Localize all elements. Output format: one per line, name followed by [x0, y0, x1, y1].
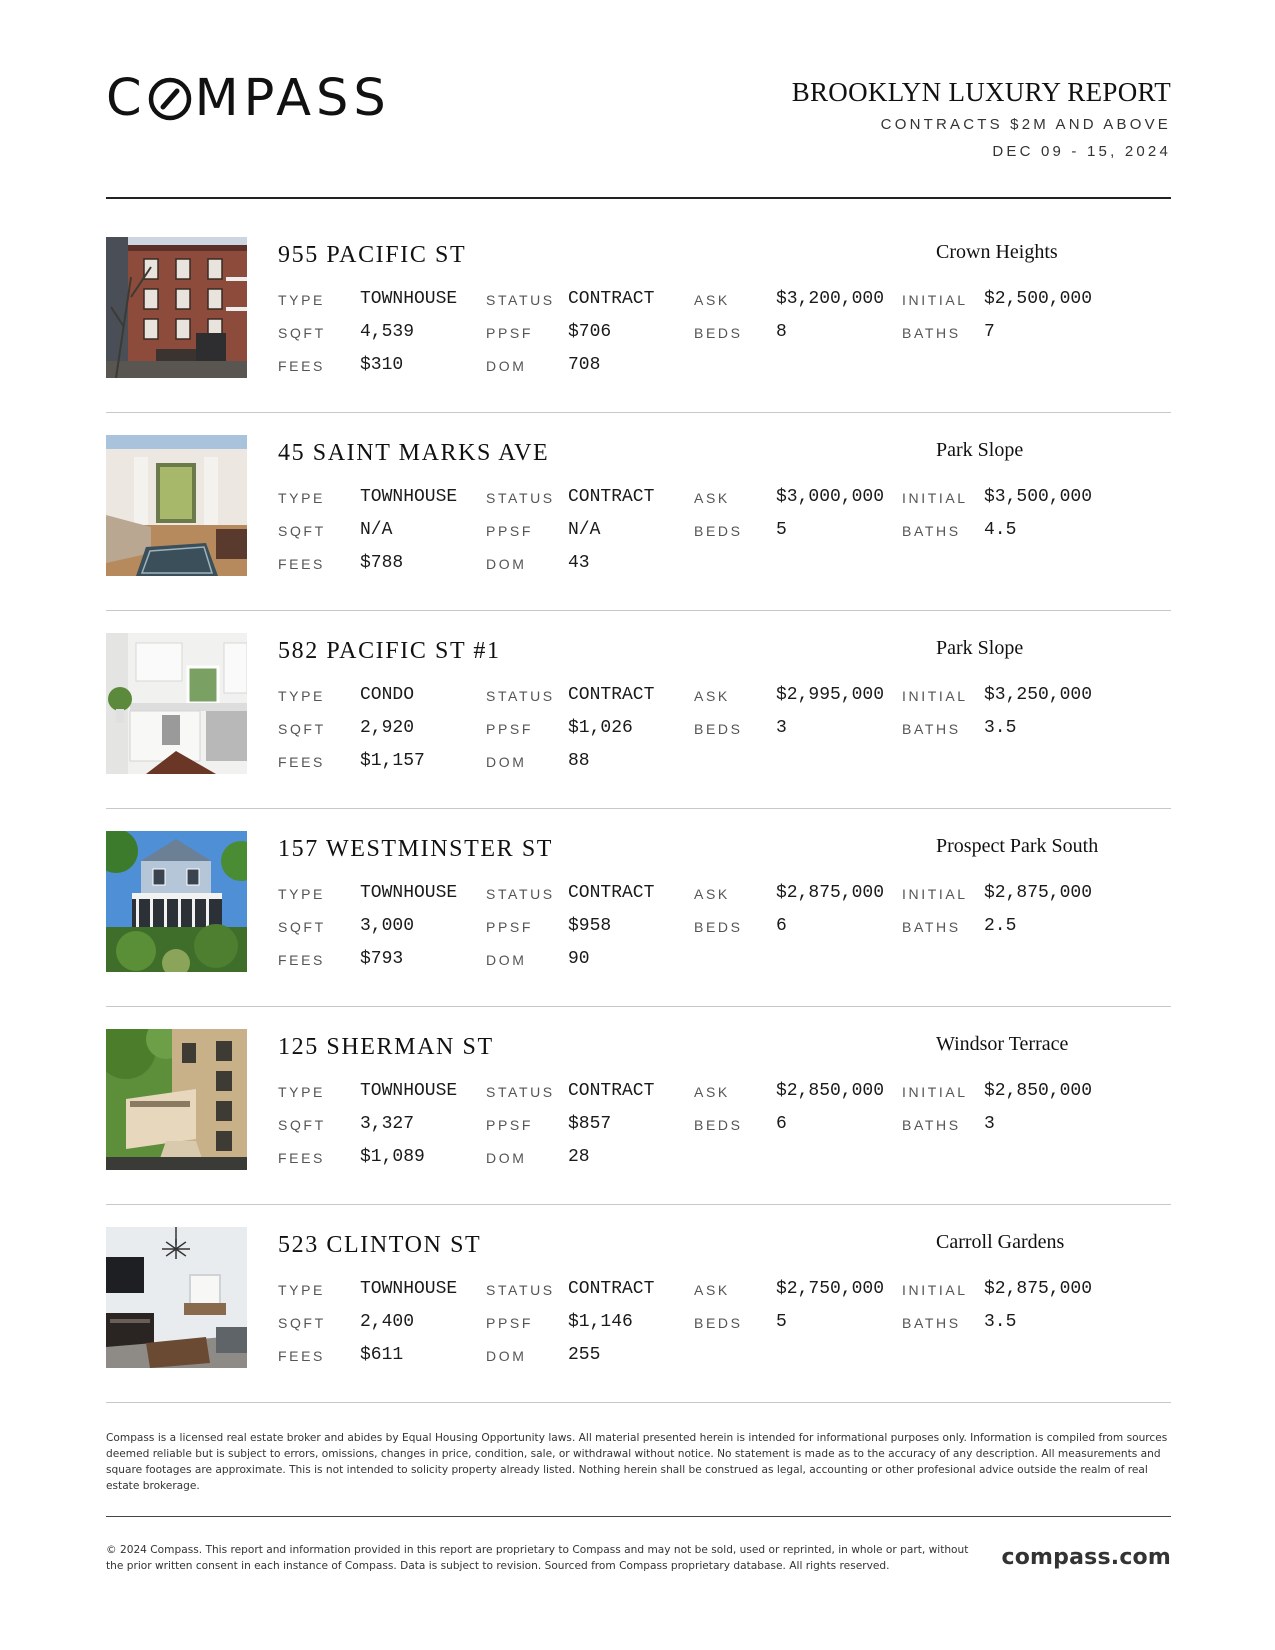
legal-disclaimer: Compass is a licensed real estate broker and abides by Equal Housing Opportunity laws. All material presented herein is intended for informational purposes only. Information is compiled from sources deemed reliable but is subject to errors, omissions, changes in price, condition, sale, or withdrawal without notice. No statement is made as to the accuracy of any description. All measurements and square footages are approximate. This is not intended to solicity property already listed. Nothing herein shall be construed as legal, accounting or other profesional advice outside the realm of real estate brokerage. [106, 1432, 1168, 1492]
status-label: STATUS [486, 1084, 555, 1100]
report-header [792, 76, 1171, 161]
beds-value: 6 [776, 916, 787, 936]
dom-label: DOM [486, 1150, 527, 1166]
sqft-value: N/A [360, 520, 393, 540]
listing-photo[interactable] [106, 633, 247, 774]
status-value: CONTRACT [568, 289, 655, 309]
listing-neighborhood: Park Slope [936, 637, 1024, 659]
listing-divider [106, 1006, 1171, 1007]
initial-label: INITIAL [902, 688, 968, 704]
baths-label: BATHS [902, 721, 961, 737]
listing-photo[interactable] [106, 831, 247, 972]
listing-divider [106, 610, 1171, 611]
dom-value: 708 [568, 355, 601, 375]
type-label: TYPE [278, 292, 325, 308]
baths-value: 7 [984, 322, 995, 342]
initial-value: $3,250,000 [984, 685, 1093, 705]
status-label: STATUS [486, 292, 555, 308]
fees-label: FEES [278, 1348, 325, 1364]
baths-value: 3.5 [984, 718, 1017, 738]
fees-label: FEES [278, 358, 325, 374]
dom-label: DOM [486, 1348, 527, 1364]
dom-value: 255 [568, 1345, 601, 1365]
listing-photo[interactable] [106, 1029, 247, 1170]
compass-needle-icon [148, 77, 192, 121]
initial-label: INITIAL [902, 292, 968, 308]
listing-details [278, 883, 1178, 993]
baths-label: BATHS [902, 523, 961, 539]
report-title: BROOKLYN LUXURY REPORT [791, 77, 1171, 107]
baths-label: BATHS [902, 919, 961, 935]
listing-details [278, 685, 1178, 795]
listing-details [278, 1279, 1178, 1389]
dom-value: 90 [568, 949, 590, 969]
ask-label: ASK [694, 292, 730, 308]
type-label: TYPE [278, 1084, 325, 1100]
beds-label: BEDS [694, 919, 743, 935]
initial-label: INITIAL [902, 1282, 968, 1298]
report-subtitle: CONTRACTS $2M AND ABOVE [880, 116, 1171, 133]
listing-neighborhood: Prospect Park South [936, 835, 1099, 857]
compass-logo-wordmark: C MPASS [106, 69, 391, 128]
fees-label: FEES [278, 556, 325, 572]
sqft-value: 4,539 [360, 322, 415, 342]
listing-neighborhood: Crown Heights [936, 241, 1058, 263]
ask-label: ASK [694, 688, 730, 704]
listing-divider [106, 1402, 1171, 1403]
sqft-label: SQFT [278, 919, 326, 935]
ppsf-value: N/A [568, 520, 601, 540]
website-link[interactable]: compass.com [1001, 1545, 1171, 1570]
beds-label: BEDS [694, 523, 743, 539]
dom-label: DOM [486, 358, 527, 374]
dom-label: DOM [486, 556, 527, 572]
listing-photo[interactable] [106, 1227, 247, 1368]
listings-list [106, 237, 1171, 1425]
initial-value: $2,875,000 [984, 883, 1093, 903]
status-value: CONTRACT [568, 883, 655, 903]
ppsf-label: PPSF [486, 1117, 533, 1133]
status-value: CONTRACT [568, 487, 655, 507]
ppsf-label: PPSF [486, 919, 533, 935]
beds-value: 3 [776, 718, 787, 738]
beds-label: BEDS [694, 721, 743, 737]
baths-label: BATHS [902, 1117, 961, 1133]
fees-value: $1,157 [360, 751, 425, 771]
footer-divider [106, 1516, 1171, 1517]
dom-value: 43 [568, 553, 590, 573]
listing-card[interactable] [106, 633, 1171, 831]
baths-value: 3.5 [984, 1312, 1017, 1332]
type-value: TOWNHOUSE [360, 1081, 458, 1101]
sqft-value: 2,400 [360, 1312, 415, 1332]
ppsf-value: $706 [568, 322, 612, 342]
listing-details [278, 289, 1178, 399]
fees-label: FEES [278, 952, 325, 968]
listing-address[interactable]: 523 CLINTON ST [278, 1232, 482, 1258]
sqft-label: SQFT [278, 1117, 326, 1133]
type-value: TOWNHOUSE [360, 487, 458, 507]
dom-value: 28 [568, 1147, 590, 1167]
dom-label: DOM [486, 754, 527, 770]
status-value: CONTRACT [568, 685, 655, 705]
listing-photo[interactable] [106, 435, 247, 576]
type-value: TOWNHOUSE [360, 289, 458, 309]
status-label: STATUS [486, 1282, 555, 1298]
ask-label: ASK [694, 490, 730, 506]
beds-label: BEDS [694, 1315, 743, 1331]
ask-value: $3,000,000 [776, 487, 885, 507]
listing-card[interactable] [106, 1227, 1171, 1425]
report-date-range: DEC 09 - 15, 2024 [992, 143, 1171, 160]
type-value: TOWNHOUSE [360, 883, 458, 903]
initial-label: INITIAL [902, 490, 968, 506]
listing-address[interactable]: 582 PACIFIC ST #1 [278, 638, 501, 664]
status-label: STATUS [486, 886, 555, 902]
status-value: CONTRACT [568, 1081, 655, 1101]
fees-label: FEES [278, 754, 325, 770]
baths-label: BATHS [902, 1315, 961, 1331]
type-label: TYPE [278, 886, 325, 902]
listing-divider [106, 1204, 1171, 1205]
sqft-label: SQFT [278, 721, 326, 737]
listing-card[interactable] [106, 435, 1171, 633]
listing-neighborhood: Park Slope [936, 439, 1024, 461]
beds-label: BEDS [694, 1117, 743, 1133]
ppsf-value: $857 [568, 1114, 612, 1134]
fees-label: FEES [278, 1150, 325, 1166]
status-value: CONTRACT [568, 1279, 655, 1299]
listing-neighborhood: Windsor Terrace [936, 1033, 1069, 1055]
listing-card[interactable] [106, 1029, 1171, 1227]
listing-address[interactable]: 45 SAINT MARKS AVE [278, 440, 550, 466]
initial-value: $2,875,000 [984, 1279, 1093, 1299]
listing-neighborhood: Carroll Gardens [936, 1231, 1065, 1253]
status-label: STATUS [486, 490, 555, 506]
beds-value: 8 [776, 322, 787, 342]
sqft-label: SQFT [278, 1315, 326, 1331]
fees-value: $1,089 [360, 1147, 425, 1167]
ask-value: $2,750,000 [776, 1279, 885, 1299]
ask-value: $2,995,000 [776, 685, 885, 705]
beds-label: BEDS [694, 325, 743, 341]
initial-value: $2,500,000 [984, 289, 1093, 309]
fees-value: $788 [360, 553, 404, 573]
sqft-value: 2,920 [360, 718, 415, 738]
listing-divider [106, 412, 1171, 413]
type-value: CONDO [360, 685, 415, 705]
ask-label: ASK [694, 1084, 730, 1100]
type-value: TOWNHOUSE [360, 1279, 458, 1299]
ask-label: ASK [694, 1282, 730, 1298]
listing-card[interactable] [106, 831, 1171, 1029]
sqft-value: 3,327 [360, 1114, 415, 1134]
beds-value: 5 [776, 520, 787, 540]
ppsf-label: PPSF [486, 523, 533, 539]
header-divider [106, 197, 1171, 199]
sqft-value: 3,000 [360, 916, 415, 936]
ppsf-label: PPSF [486, 721, 533, 737]
ppsf-value: $1,146 [568, 1312, 633, 1332]
initial-label: INITIAL [902, 1084, 968, 1100]
listing-details [278, 1081, 1178, 1191]
compass-logo [106, 69, 391, 128]
beds-value: 5 [776, 1312, 787, 1332]
listing-address[interactable]: 125 SHERMAN ST [278, 1034, 494, 1060]
listing-details [278, 487, 1178, 597]
listing-card[interactable] [106, 237, 1171, 435]
fees-value: $611 [360, 1345, 404, 1365]
ppsf-value: $1,026 [568, 718, 633, 738]
listing-address[interactable]: 157 WESTMINSTER ST [278, 836, 554, 862]
listing-photo[interactable] [106, 237, 247, 378]
type-label: TYPE [278, 688, 325, 704]
fees-value: $793 [360, 949, 404, 969]
dom-label: DOM [486, 952, 527, 968]
ppsf-label: PPSF [486, 1315, 533, 1331]
copyright-notice: © 2024 Compass. This report and information provided in this report are proprietary to Compass and may not be sold, used or reprinted, in whole or part, without the prior written consent in each instance of Compass. Data is subject to revision. Sourced from Compass proprietary database. All rights reserved. [106, 1544, 969, 1572]
ppsf-label: PPSF [486, 325, 533, 341]
dom-value: 88 [568, 751, 590, 771]
listing-address[interactable]: 955 PACIFIC ST [278, 242, 467, 268]
ask-label: ASK [694, 886, 730, 902]
fees-value: $310 [360, 355, 404, 375]
initial-label: INITIAL [902, 886, 968, 902]
beds-value: 6 [776, 1114, 787, 1134]
baths-label: BATHS [902, 325, 961, 341]
sqft-label: SQFT [278, 325, 326, 341]
status-label: STATUS [486, 688, 555, 704]
type-label: TYPE [278, 1282, 325, 1298]
ask-value: $2,850,000 [776, 1081, 885, 1101]
sqft-label: SQFT [278, 523, 326, 539]
listing-divider [106, 808, 1171, 809]
baths-value: 2.5 [984, 916, 1017, 936]
initial-value: $2,850,000 [984, 1081, 1093, 1101]
ask-value: $2,875,000 [776, 883, 885, 903]
baths-value: 3 [984, 1114, 995, 1134]
initial-value: $3,500,000 [984, 487, 1093, 507]
ppsf-value: $958 [568, 916, 612, 936]
baths-value: 4.5 [984, 520, 1017, 540]
ask-value: $3,200,000 [776, 289, 885, 309]
type-label: TYPE [278, 490, 325, 506]
